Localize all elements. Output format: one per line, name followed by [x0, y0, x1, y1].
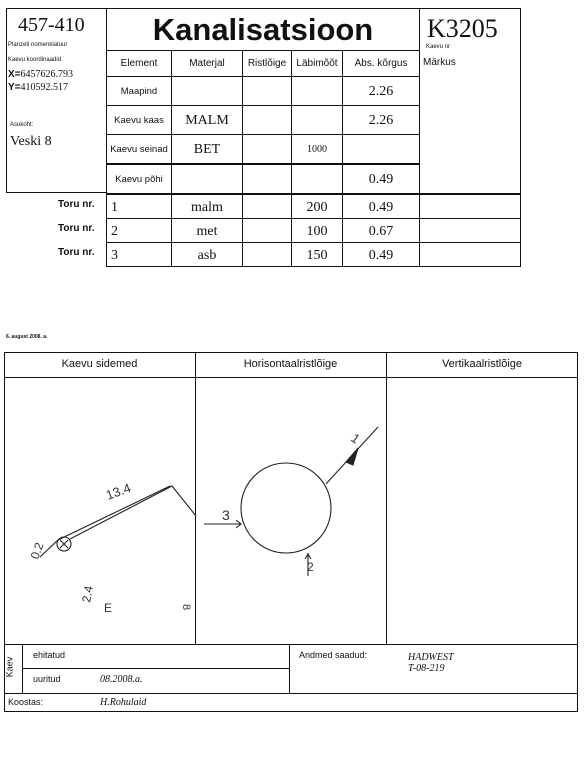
pipe-row-labimoot: 200: [291, 194, 343, 219]
pipe-row-labimoot: 100: [291, 218, 343, 243]
element-row-materjal: BET: [171, 134, 243, 164]
pipe-row-materjal: met: [171, 218, 243, 243]
data-source-label: Andmed saadud:: [299, 650, 368, 660]
document-date: 6. august 2008. a.: [6, 334, 48, 340]
col-element: Element: [106, 50, 172, 77]
pipe-row-korgus: 0.67: [342, 218, 420, 243]
pipe-label-1: 1: [348, 430, 363, 447]
y-label: Y=: [8, 82, 21, 93]
data-source-value-2: T-08-219: [408, 663, 445, 674]
nomenclature-label: Planzeti nomenklatuur: [8, 42, 68, 48]
x-value: 6457626.793: [20, 69, 74, 80]
col-materjal: Materjal: [171, 50, 243, 77]
surveyed-value: 08.2008.a.: [100, 674, 143, 685]
pipe-row-nr: 3: [106, 242, 172, 267]
pipe-row-label: Toru nr.: [58, 223, 95, 234]
tie-label-4: E: [104, 601, 113, 615]
footer-line: [4, 693, 578, 694]
built-divider: [22, 668, 289, 669]
data-source-value-1: HADWEST: [408, 652, 454, 663]
col-korgus: Abs. kõrgus: [342, 50, 420, 77]
author-label: Koostas:: [8, 697, 44, 707]
element-row-materjal: MALM: [171, 105, 243, 135]
col-markus: Märkus: [423, 57, 456, 68]
col-labimoot: Läbimõõt: [291, 50, 343, 77]
pipe-row-korgus: 0.49: [342, 242, 420, 267]
pipe-row-materjal: asb: [171, 242, 243, 267]
nomenclature-number: 457-410: [18, 14, 85, 36]
element-row-labimoot: 1000: [291, 134, 343, 164]
col-ristloige: Ristlõige: [242, 50, 292, 77]
pipe-row-korgus: 0.49: [342, 194, 420, 219]
footer-frame: [4, 644, 578, 712]
tie-label-2: 2.4: [79, 584, 96, 604]
page-title: Kanalisatsioon: [152, 12, 374, 47]
kaev-divider: [22, 644, 23, 694]
tie-label-1: 13.4: [103, 480, 133, 503]
element-row-element: Kaevu seinad: [106, 134, 172, 164]
pipe-row-materjal: malm: [171, 194, 243, 219]
element-row-element: Maapind: [106, 76, 172, 106]
author-value: H.Rohulaid: [100, 697, 147, 708]
built-label: ehitatud: [33, 650, 66, 660]
surveyed-label: uuritud: [33, 674, 61, 684]
manhole-number: K3205: [427, 14, 498, 43]
x-label: X=: [8, 69, 21, 80]
element-row-element: Kaevu kaas: [106, 105, 172, 135]
section-ties-title: Kaevu sidemed: [61, 358, 138, 370]
element-row-element: Kaevu põhi: [106, 164, 172, 194]
pipe-row-nr: 2: [106, 218, 172, 243]
tie-label-3: 0.2: [27, 540, 47, 562]
pipe-row-labimoot: 150: [291, 242, 343, 267]
tie-label-5: 8: [180, 604, 192, 611]
location-label: Asukoht:: [10, 122, 34, 128]
pipe-row-label: Toru nr.: [58, 199, 95, 210]
manhole-label: Kaevu nr: [426, 44, 451, 50]
manhole-circle: [241, 463, 331, 553]
data-divider: [289, 644, 290, 694]
section-horizontal-title: Horisontaalristlõige: [243, 358, 338, 370]
location-value: Veski 8: [10, 134, 52, 149]
coords-label: Kaevu koordinaadid: [8, 57, 62, 63]
tie-line-main: [70, 486, 196, 539]
element-row-korgus: 2.26: [342, 105, 420, 135]
horizontal-sketch: [204, 427, 378, 576]
pipe-label-3: 3: [222, 507, 230, 523]
pipe-row-label: Toru nr.: [58, 247, 95, 258]
pipe-1-arrow: [346, 448, 358, 465]
element-row-korgus: 0.49: [342, 164, 420, 194]
pipe-row-nr: 1: [106, 194, 172, 219]
element-row-korgus: 2.26: [342, 76, 420, 106]
section-vertical-title: Vertikaalristlõige: [441, 358, 523, 370]
pipe-label-2: 2: [307, 560, 314, 574]
kaev-label: Kaev: [4, 656, 15, 678]
y-value: 410592.517: [20, 82, 69, 93]
